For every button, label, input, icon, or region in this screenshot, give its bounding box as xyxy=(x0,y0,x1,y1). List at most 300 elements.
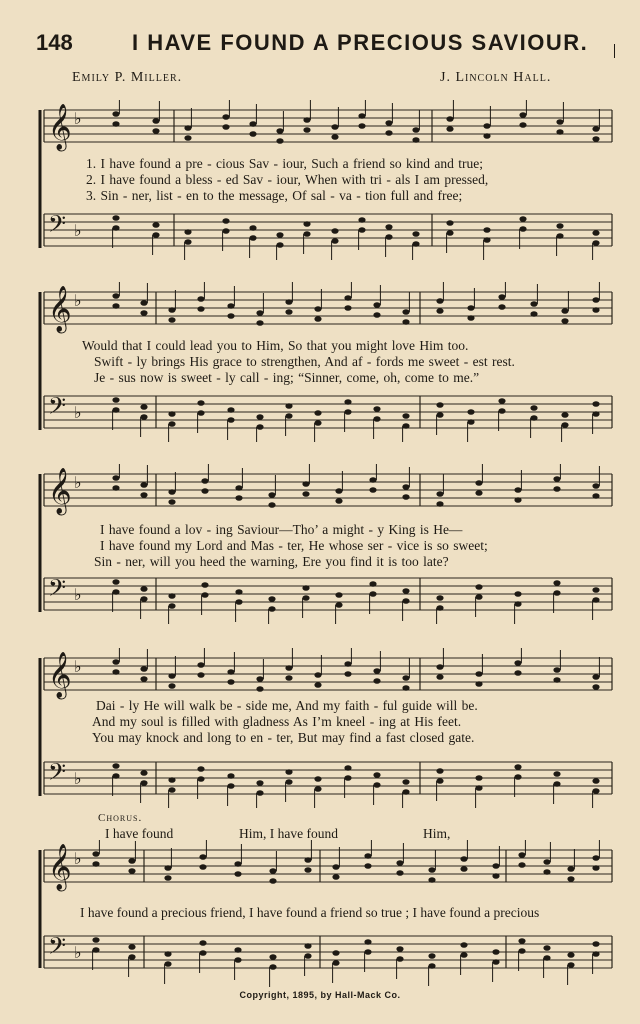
note-head xyxy=(140,596,147,602)
note-head xyxy=(331,228,338,234)
bass-staff xyxy=(44,758,612,808)
lyric-line: Swift - ly brings His grace to strengthen, And af - fords me sweet - est rest. xyxy=(94,354,515,369)
note-head xyxy=(197,296,204,302)
note-head xyxy=(514,601,521,607)
note-head xyxy=(592,597,599,603)
note-head xyxy=(436,491,443,497)
note-head xyxy=(285,769,292,775)
note-head xyxy=(385,224,392,230)
lyric-line: 1. I have found a pre - cious Sav - iour, Such a friend so kind and true; xyxy=(86,156,483,171)
note-head xyxy=(256,790,263,796)
note-head xyxy=(467,419,474,425)
note-head xyxy=(140,780,147,786)
note-head xyxy=(304,943,311,949)
flat-icon: ♭ xyxy=(74,851,82,868)
flat-icon: ♭ xyxy=(74,587,82,604)
note-head xyxy=(331,124,338,130)
note-head xyxy=(592,230,599,236)
treble-clef-icon: 𝄞 xyxy=(48,286,72,332)
note-head xyxy=(140,310,147,316)
note-head xyxy=(201,488,208,494)
note-head xyxy=(256,320,263,326)
note-head xyxy=(276,138,283,144)
note-head xyxy=(530,405,537,411)
note-head xyxy=(164,951,171,957)
note-head xyxy=(561,412,568,418)
note-head xyxy=(302,595,309,601)
note-head xyxy=(199,864,206,870)
chorus-lyric-line: I have found a precious friend, I have found a friend so true ; I have found a precious xyxy=(80,905,540,920)
note-head xyxy=(553,486,560,492)
note-head xyxy=(197,662,204,668)
note-head xyxy=(498,294,505,300)
note-head xyxy=(344,775,351,781)
note-head xyxy=(553,590,560,596)
note-head xyxy=(475,594,482,600)
note-head xyxy=(530,311,537,317)
note-head xyxy=(152,232,159,238)
note-head xyxy=(567,952,574,958)
note-head xyxy=(592,941,599,947)
note-head xyxy=(396,870,403,876)
note-head xyxy=(276,128,283,134)
note-head xyxy=(303,117,310,123)
note-head xyxy=(92,861,99,867)
note-head xyxy=(567,866,574,872)
note-head xyxy=(446,220,453,226)
note-head xyxy=(152,118,159,124)
note-head xyxy=(222,218,229,224)
note-head xyxy=(402,423,409,429)
note-head xyxy=(592,136,599,142)
note-head xyxy=(235,599,242,605)
note-head xyxy=(561,422,568,428)
note-head xyxy=(553,476,560,482)
note-head xyxy=(492,959,499,965)
note-head xyxy=(314,672,321,678)
note-head xyxy=(302,491,309,497)
note-head xyxy=(276,232,283,238)
note-head xyxy=(222,124,229,130)
note-head xyxy=(304,857,311,863)
note-head xyxy=(234,871,241,877)
note-head xyxy=(314,420,321,426)
note-head xyxy=(335,498,342,504)
note-head xyxy=(592,493,599,499)
lyric-line: I have found a lov - ing Saviour—Tho’ a might - y King is He— xyxy=(100,522,463,537)
note-head xyxy=(168,317,175,323)
note-head xyxy=(475,671,482,677)
note-head xyxy=(364,853,371,859)
note-head xyxy=(199,950,206,956)
music-system-3 xyxy=(36,464,616,624)
note-head xyxy=(483,237,490,243)
note-head xyxy=(592,778,599,784)
note-head xyxy=(428,877,435,883)
note-head xyxy=(92,947,99,953)
lyric-line: Would that I could lead you to Him, So that you might love Him too. xyxy=(82,338,469,353)
note-head xyxy=(344,305,351,311)
treble-clef-icon: 𝄞 xyxy=(48,844,72,890)
hymn-title: I HAVE FOUND A PRECIOUS SAVIOUR. xyxy=(132,30,589,55)
note-head xyxy=(314,776,321,782)
note-head xyxy=(268,606,275,612)
note-head xyxy=(373,302,380,308)
flat-icon: ♭ xyxy=(74,405,82,422)
note-head xyxy=(335,592,342,598)
note-head xyxy=(112,407,119,413)
note-head xyxy=(249,121,256,127)
treble-clef-icon: 𝄞 xyxy=(48,104,72,150)
note-head xyxy=(269,954,276,960)
lyricist-credit: Emily P. Miller. xyxy=(72,70,183,85)
note-head xyxy=(335,602,342,608)
note-head xyxy=(553,667,560,673)
note-head xyxy=(436,308,443,314)
note-head xyxy=(197,776,204,782)
note-head xyxy=(436,402,443,408)
note-head xyxy=(332,864,339,870)
note-head xyxy=(385,234,392,240)
note-head xyxy=(227,407,234,413)
note-head xyxy=(396,956,403,962)
note-head xyxy=(592,788,599,794)
treble-staff xyxy=(44,282,612,334)
note-head xyxy=(201,582,208,588)
note-head xyxy=(344,671,351,677)
note-head xyxy=(201,592,208,598)
note-head xyxy=(256,780,263,786)
note-head xyxy=(428,867,435,873)
note-head xyxy=(358,217,365,223)
note-head xyxy=(256,414,263,420)
note-head xyxy=(364,863,371,869)
note-head xyxy=(592,855,599,861)
treble-staff xyxy=(44,840,612,892)
note-head xyxy=(184,135,191,141)
note-head xyxy=(561,318,568,324)
composer-credit: J. Lincoln Hall. xyxy=(440,70,552,85)
chorus-upper-word: Him, I have found xyxy=(239,826,338,841)
note-head xyxy=(331,238,338,244)
note-head xyxy=(227,417,234,423)
note-head xyxy=(112,303,119,309)
lyric-line: Sin - ner, will you heed the warning, Ere you find it is too late? xyxy=(94,554,449,569)
note-head xyxy=(369,581,376,587)
note-head xyxy=(140,300,147,306)
note-head xyxy=(402,588,409,594)
note-head xyxy=(168,411,175,417)
note-head xyxy=(475,480,482,486)
note-head xyxy=(556,129,563,135)
note-head xyxy=(592,483,599,489)
note-head xyxy=(373,406,380,412)
note-head xyxy=(331,134,338,140)
note-head xyxy=(303,231,310,237)
note-head xyxy=(152,128,159,134)
note-head xyxy=(592,587,599,593)
note-head xyxy=(227,773,234,779)
note-head xyxy=(358,123,365,129)
note-head xyxy=(364,939,371,945)
flat-icon: ♭ xyxy=(74,475,82,492)
note-head xyxy=(543,869,550,875)
note-head xyxy=(302,481,309,487)
note-head xyxy=(492,873,499,879)
note-head xyxy=(373,678,380,684)
note-head xyxy=(285,403,292,409)
note-head xyxy=(543,955,550,961)
lyric-line: Dai - ly He will walk be - side me, And my faith - ful guide will be. xyxy=(96,698,478,713)
margin-mark xyxy=(614,44,615,58)
note-head xyxy=(197,400,204,406)
note-head xyxy=(112,579,119,585)
note-head xyxy=(402,319,409,325)
page-header xyxy=(36,30,616,62)
note-head xyxy=(530,301,537,307)
note-head xyxy=(344,661,351,667)
note-head xyxy=(314,682,321,688)
note-head xyxy=(227,313,234,319)
note-head xyxy=(358,227,365,233)
note-head xyxy=(567,962,574,968)
bass-staff xyxy=(44,392,612,442)
note-head xyxy=(112,659,119,665)
note-head xyxy=(197,672,204,678)
note-head xyxy=(460,952,467,958)
note-head xyxy=(412,231,419,237)
note-head xyxy=(592,126,599,132)
note-head xyxy=(428,963,435,969)
note-head xyxy=(543,859,550,865)
note-head xyxy=(475,584,482,590)
note-head xyxy=(467,409,474,415)
chorus-upper-word: I have found xyxy=(105,826,174,841)
bass-staff xyxy=(44,932,612,987)
note-head xyxy=(199,854,206,860)
note-head xyxy=(592,865,599,871)
note-head xyxy=(268,502,275,508)
note-head xyxy=(168,683,175,689)
note-head xyxy=(436,501,443,507)
note-head xyxy=(483,133,490,139)
treble-staff xyxy=(44,648,612,700)
note-head xyxy=(197,306,204,312)
note-head xyxy=(256,310,263,316)
note-head xyxy=(518,938,525,944)
note-head xyxy=(112,669,119,675)
treble-staff xyxy=(44,100,612,152)
page-number: 148 xyxy=(36,30,73,55)
note-head xyxy=(436,605,443,611)
note-head xyxy=(556,119,563,125)
flat-icon: ♭ xyxy=(74,659,82,676)
note-head xyxy=(164,865,171,871)
music-system-1 xyxy=(36,100,616,260)
note-head xyxy=(556,223,563,229)
note-head xyxy=(285,299,292,305)
note-head xyxy=(530,415,537,421)
note-head xyxy=(112,773,119,779)
note-head xyxy=(373,416,380,422)
note-head xyxy=(446,230,453,236)
note-head xyxy=(332,874,339,880)
note-head xyxy=(285,309,292,315)
flat-icon: ♭ xyxy=(74,945,82,962)
flat-icon: ♭ xyxy=(74,293,82,310)
note-head xyxy=(402,309,409,315)
note-head xyxy=(436,298,443,304)
note-head xyxy=(227,303,234,309)
note-head xyxy=(314,786,321,792)
note-head xyxy=(446,116,453,122)
note-head xyxy=(128,954,135,960)
note-head xyxy=(234,957,241,963)
note-head xyxy=(373,772,380,778)
note-head xyxy=(140,676,147,682)
note-head xyxy=(561,308,568,314)
note-head xyxy=(112,121,119,127)
note-head xyxy=(553,781,560,787)
note-head xyxy=(402,598,409,604)
note-head xyxy=(235,589,242,595)
note-head xyxy=(396,860,403,866)
note-head xyxy=(514,497,521,503)
treble-clef-icon: 𝄞 xyxy=(48,652,72,698)
note-head xyxy=(519,112,526,118)
note-head xyxy=(256,676,263,682)
lyric-line: You may knock and long to en - ter, But may find a fast closed gate. xyxy=(92,730,475,745)
note-head xyxy=(168,307,175,313)
note-head xyxy=(249,235,256,241)
note-head xyxy=(112,397,119,403)
note-head xyxy=(592,684,599,690)
note-head xyxy=(184,239,191,245)
note-head xyxy=(514,660,521,666)
note-head xyxy=(112,485,119,491)
note-head xyxy=(483,227,490,233)
treble-staff xyxy=(44,464,612,516)
note-head xyxy=(268,492,275,498)
note-head xyxy=(168,499,175,505)
note-head xyxy=(164,875,171,881)
note-head xyxy=(140,414,147,420)
note-head xyxy=(436,674,443,680)
note-head xyxy=(168,787,175,793)
note-head xyxy=(128,868,135,874)
note-head xyxy=(592,411,599,417)
note-head xyxy=(249,131,256,137)
note-head xyxy=(402,413,409,419)
note-head xyxy=(234,947,241,953)
note-head xyxy=(128,858,135,864)
note-head xyxy=(592,297,599,303)
note-head xyxy=(112,475,119,481)
note-head xyxy=(140,482,147,488)
note-head xyxy=(553,677,560,683)
note-head xyxy=(285,675,292,681)
music-system-2 xyxy=(36,282,616,442)
note-head xyxy=(285,779,292,785)
note-head xyxy=(467,315,474,321)
note-head xyxy=(592,401,599,407)
note-head xyxy=(314,410,321,416)
note-head xyxy=(369,487,376,493)
note-head xyxy=(285,665,292,671)
note-head xyxy=(492,863,499,869)
note-head xyxy=(285,413,292,419)
note-head xyxy=(467,305,474,311)
note-head xyxy=(335,488,342,494)
note-head xyxy=(402,789,409,795)
note-head xyxy=(514,670,521,676)
note-head xyxy=(140,770,147,776)
note-head xyxy=(492,949,499,955)
note-head xyxy=(514,487,521,493)
copyright-notice: Copyright, 1895, by Hall-Mack Co. xyxy=(239,990,401,1000)
note-head xyxy=(412,137,419,143)
note-head xyxy=(402,484,409,490)
note-head xyxy=(592,674,599,680)
note-head xyxy=(475,681,482,687)
lyric-line: Je - sus now is sweet - ly call - ing; “Sinner, come, oh, come to me.” xyxy=(94,370,480,385)
note-head xyxy=(402,675,409,681)
note-head xyxy=(168,593,175,599)
note-head xyxy=(269,878,276,884)
note-head xyxy=(304,953,311,959)
note-head xyxy=(128,944,135,950)
bass-clef-icon: 𝄢 xyxy=(48,210,67,243)
note-head xyxy=(227,669,234,675)
bass-clef-icon: 𝄢 xyxy=(48,932,67,965)
note-head xyxy=(373,668,380,674)
note-head xyxy=(475,785,482,791)
flat-icon: ♭ xyxy=(74,111,82,128)
note-head xyxy=(428,953,435,959)
bass-staff xyxy=(44,210,612,260)
note-head xyxy=(314,306,321,312)
note-head xyxy=(222,228,229,234)
note-head xyxy=(518,862,525,868)
flat-icon: ♭ xyxy=(74,771,82,788)
note-head xyxy=(344,399,351,405)
note-head xyxy=(556,233,563,239)
note-head xyxy=(168,777,175,783)
note-head xyxy=(460,942,467,948)
note-head xyxy=(227,783,234,789)
note-head xyxy=(199,940,206,946)
bass-clef-icon: 𝄢 xyxy=(48,574,67,607)
note-head xyxy=(519,226,526,232)
note-head xyxy=(304,867,311,873)
note-head xyxy=(358,113,365,119)
note-head xyxy=(402,494,409,500)
note-head xyxy=(518,948,525,954)
note-head xyxy=(112,225,119,231)
note-head xyxy=(498,408,505,414)
note-head xyxy=(364,949,371,955)
note-head xyxy=(168,673,175,679)
music-system-4 xyxy=(36,648,616,808)
note-head xyxy=(222,114,229,120)
bass-clef-icon: 𝄢 xyxy=(48,758,67,791)
note-head xyxy=(514,591,521,597)
note-head xyxy=(256,686,263,692)
note-head xyxy=(112,589,119,595)
note-head xyxy=(332,960,339,966)
note-head xyxy=(553,771,560,777)
note-head xyxy=(436,768,443,774)
